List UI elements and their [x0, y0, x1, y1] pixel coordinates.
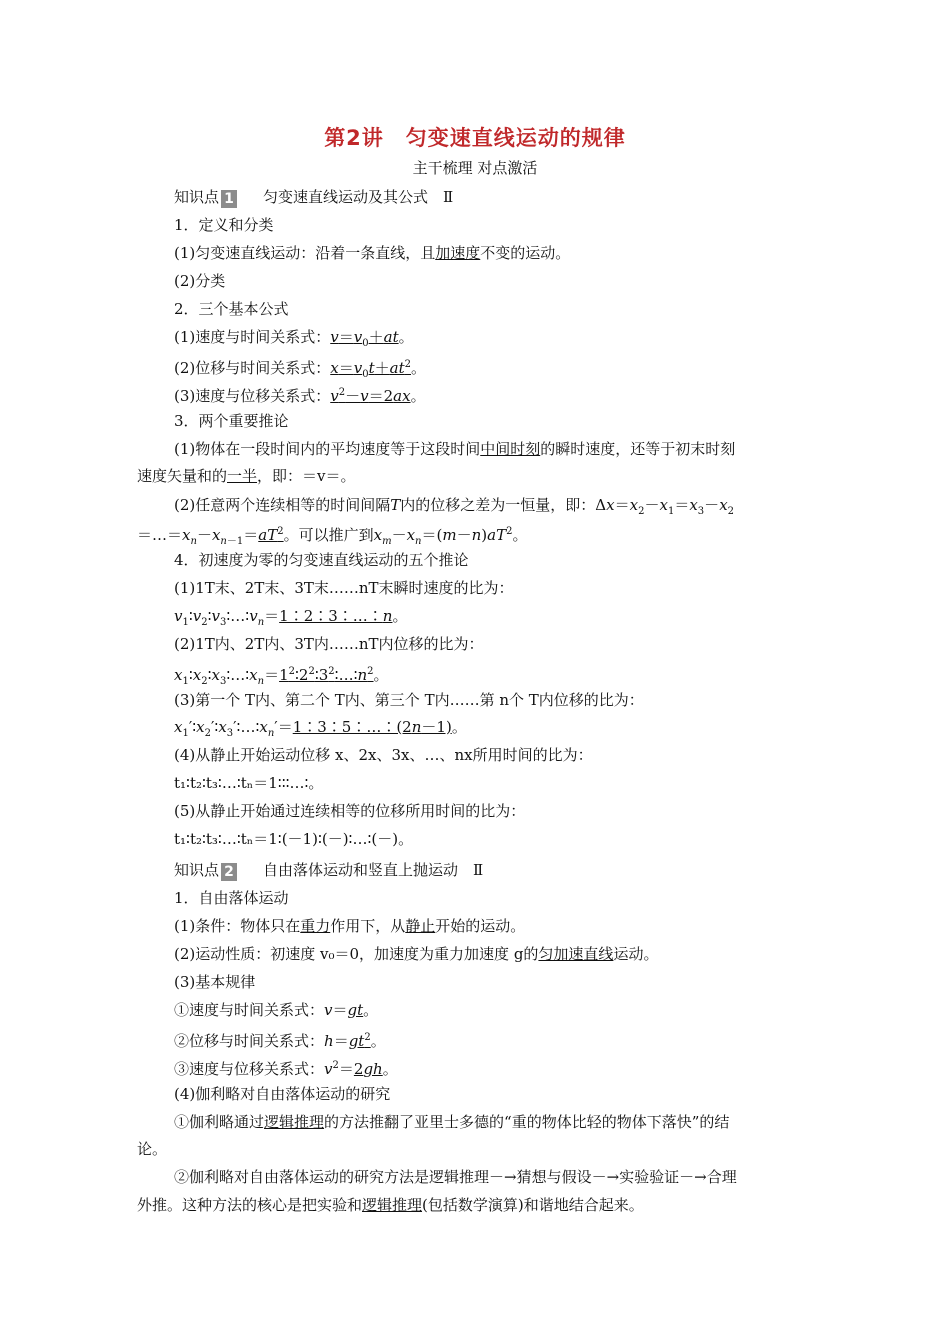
paragraph-line: ②伽利略对自由落体运动的研究方法是逻辑推理－→猜想与假设－→实验验证－→合理 — [174, 1168, 737, 1186]
page-subtitle: 主干梳理 对点激活 — [412, 159, 538, 177]
paragraph-line: (5)从静止开始通过连续相等的位移所用时间的比为： — [174, 802, 526, 820]
knowledge-point-number-badge: 1 — [221, 190, 237, 208]
section-heading: 3．两个重要推论 — [174, 412, 289, 430]
section-heading: 1．定义和分类 — [174, 216, 274, 234]
paragraph-line: (1)1T末、2T末、3T末……nT末瞬时速度的比为： — [174, 579, 514, 597]
page-title: 第2讲 匀变速直线运动的规律 — [324, 126, 626, 150]
formula-line: ②位移与时间关系式：$h=gt^2$。 — [174, 1032, 386, 1050]
formula-line: (1)速度与时间关系式：$v=v_0+at$。 — [174, 328, 414, 349]
paragraph-line: (4)从静止开始运动位移 x、2x、3x、…、nx所用时间的比为： — [174, 746, 593, 764]
classification-line: (2)分类 — [174, 272, 226, 290]
formula-line: ③速度与位移关系式：$v^2=2gh$。 — [174, 1060, 398, 1078]
paragraph-line: 外推。这种方法的核心是把实验和逻辑推理(包括数学演算)和谐地结合起来。 — [137, 1196, 644, 1214]
paragraph-line: (4)伽利略对自由落体运动的研究 — [174, 1085, 391, 1103]
formula-line: t₁∶t₂∶t₃∶…∶tₙ＝1∶(－1)∶(－)∶…∶(－)。 — [174, 830, 414, 848]
knowledge-point-1-heading: 知识点 1 匀变速直线运动及其公式 Ⅱ — [174, 188, 454, 207]
section-heading: 1．自由落体运动 — [174, 889, 289, 907]
knowledge-point-2-heading: 知识点 2 自由落体运动和竖直上抛运动 Ⅱ — [174, 861, 484, 880]
paragraph-line: (1)条件：物体只在重力作用下，从静止开始的运动。 — [174, 917, 526, 935]
formula-line: (3)速度与位移关系式：$v^2-v=2ax$。 — [174, 387, 426, 405]
formula-line: $x_1'∶x_2'∶x_3'∶\dots∶x_n'=1∶3∶5∶\dots∶(2n-1)$。 — [174, 718, 467, 739]
paragraph-line: 论。 — [137, 1140, 168, 1158]
knowledge-point-number-badge: 2 — [221, 863, 237, 881]
paragraph-line: ①伽利略通过逻辑推理的方法推翻了亚里士多德的“重的物体比轻的物体下落快”的结 — [174, 1113, 730, 1131]
paragraph-line: 速度矢量和的一半，即：＝v＝。 — [137, 467, 356, 485]
section-heading: 4．初速度为零的匀变速直线运动的五个推论 — [174, 551, 469, 569]
paragraph-line: (3)第一个 T内、第二个 T内、第三个 T内……第 n个 T内位移的比为： — [174, 691, 644, 709]
definition-line: (1)匀变速直线运动：沿着一条直线，且加速度不变的运动。 — [174, 244, 571, 262]
paragraph-line: (2)任意两个连续相等的时间间隔T内的位移之差为一恒量，即：$\Delta x=x_2-x_1=x_3-x_2$ — [174, 496, 735, 517]
formula-line: t₁∶t₂∶t₃∶…∶tₙ＝1∶∶∶…∶。 — [174, 774, 324, 792]
section-heading: 2．三个基本公式 — [174, 300, 289, 318]
paragraph-line: (3)基本规律 — [174, 973, 256, 991]
paragraph-line: (2)1T内、2T内、3T内……nT内位移的比为： — [174, 635, 484, 653]
formula-line: $x_1∶x_2∶x_3∶\dots∶x_n=1^2∶2^2∶3^2∶\dots∶n^2$。 — [174, 666, 389, 687]
formula-line: $v_1∶v_2∶v_3∶\dots∶v_n=1∶2∶3∶\dots∶n$。 — [174, 607, 408, 628]
formula-line: $=\dots=x_n-x_{n-1}=aT^2$。可以推广到$x_m-x_n=(m-n)aT^2$。 — [137, 526, 528, 547]
paragraph-line: (1)物体在一段时间内的平均速度等于这段时间中间时刻的瞬时速度，还等于初末时刻 — [174, 440, 736, 458]
formula-line: ①速度与时间关系式：v＝gt。 — [174, 1001, 379, 1019]
formula-line: (2)位移与时间关系式：$x=v_0t+at^2$。 — [174, 359, 427, 380]
paragraph-line: (2)运动性质：初速度 v₀＝0，加速度为重力加速度 g的匀加速直线运动。 — [174, 945, 659, 963]
